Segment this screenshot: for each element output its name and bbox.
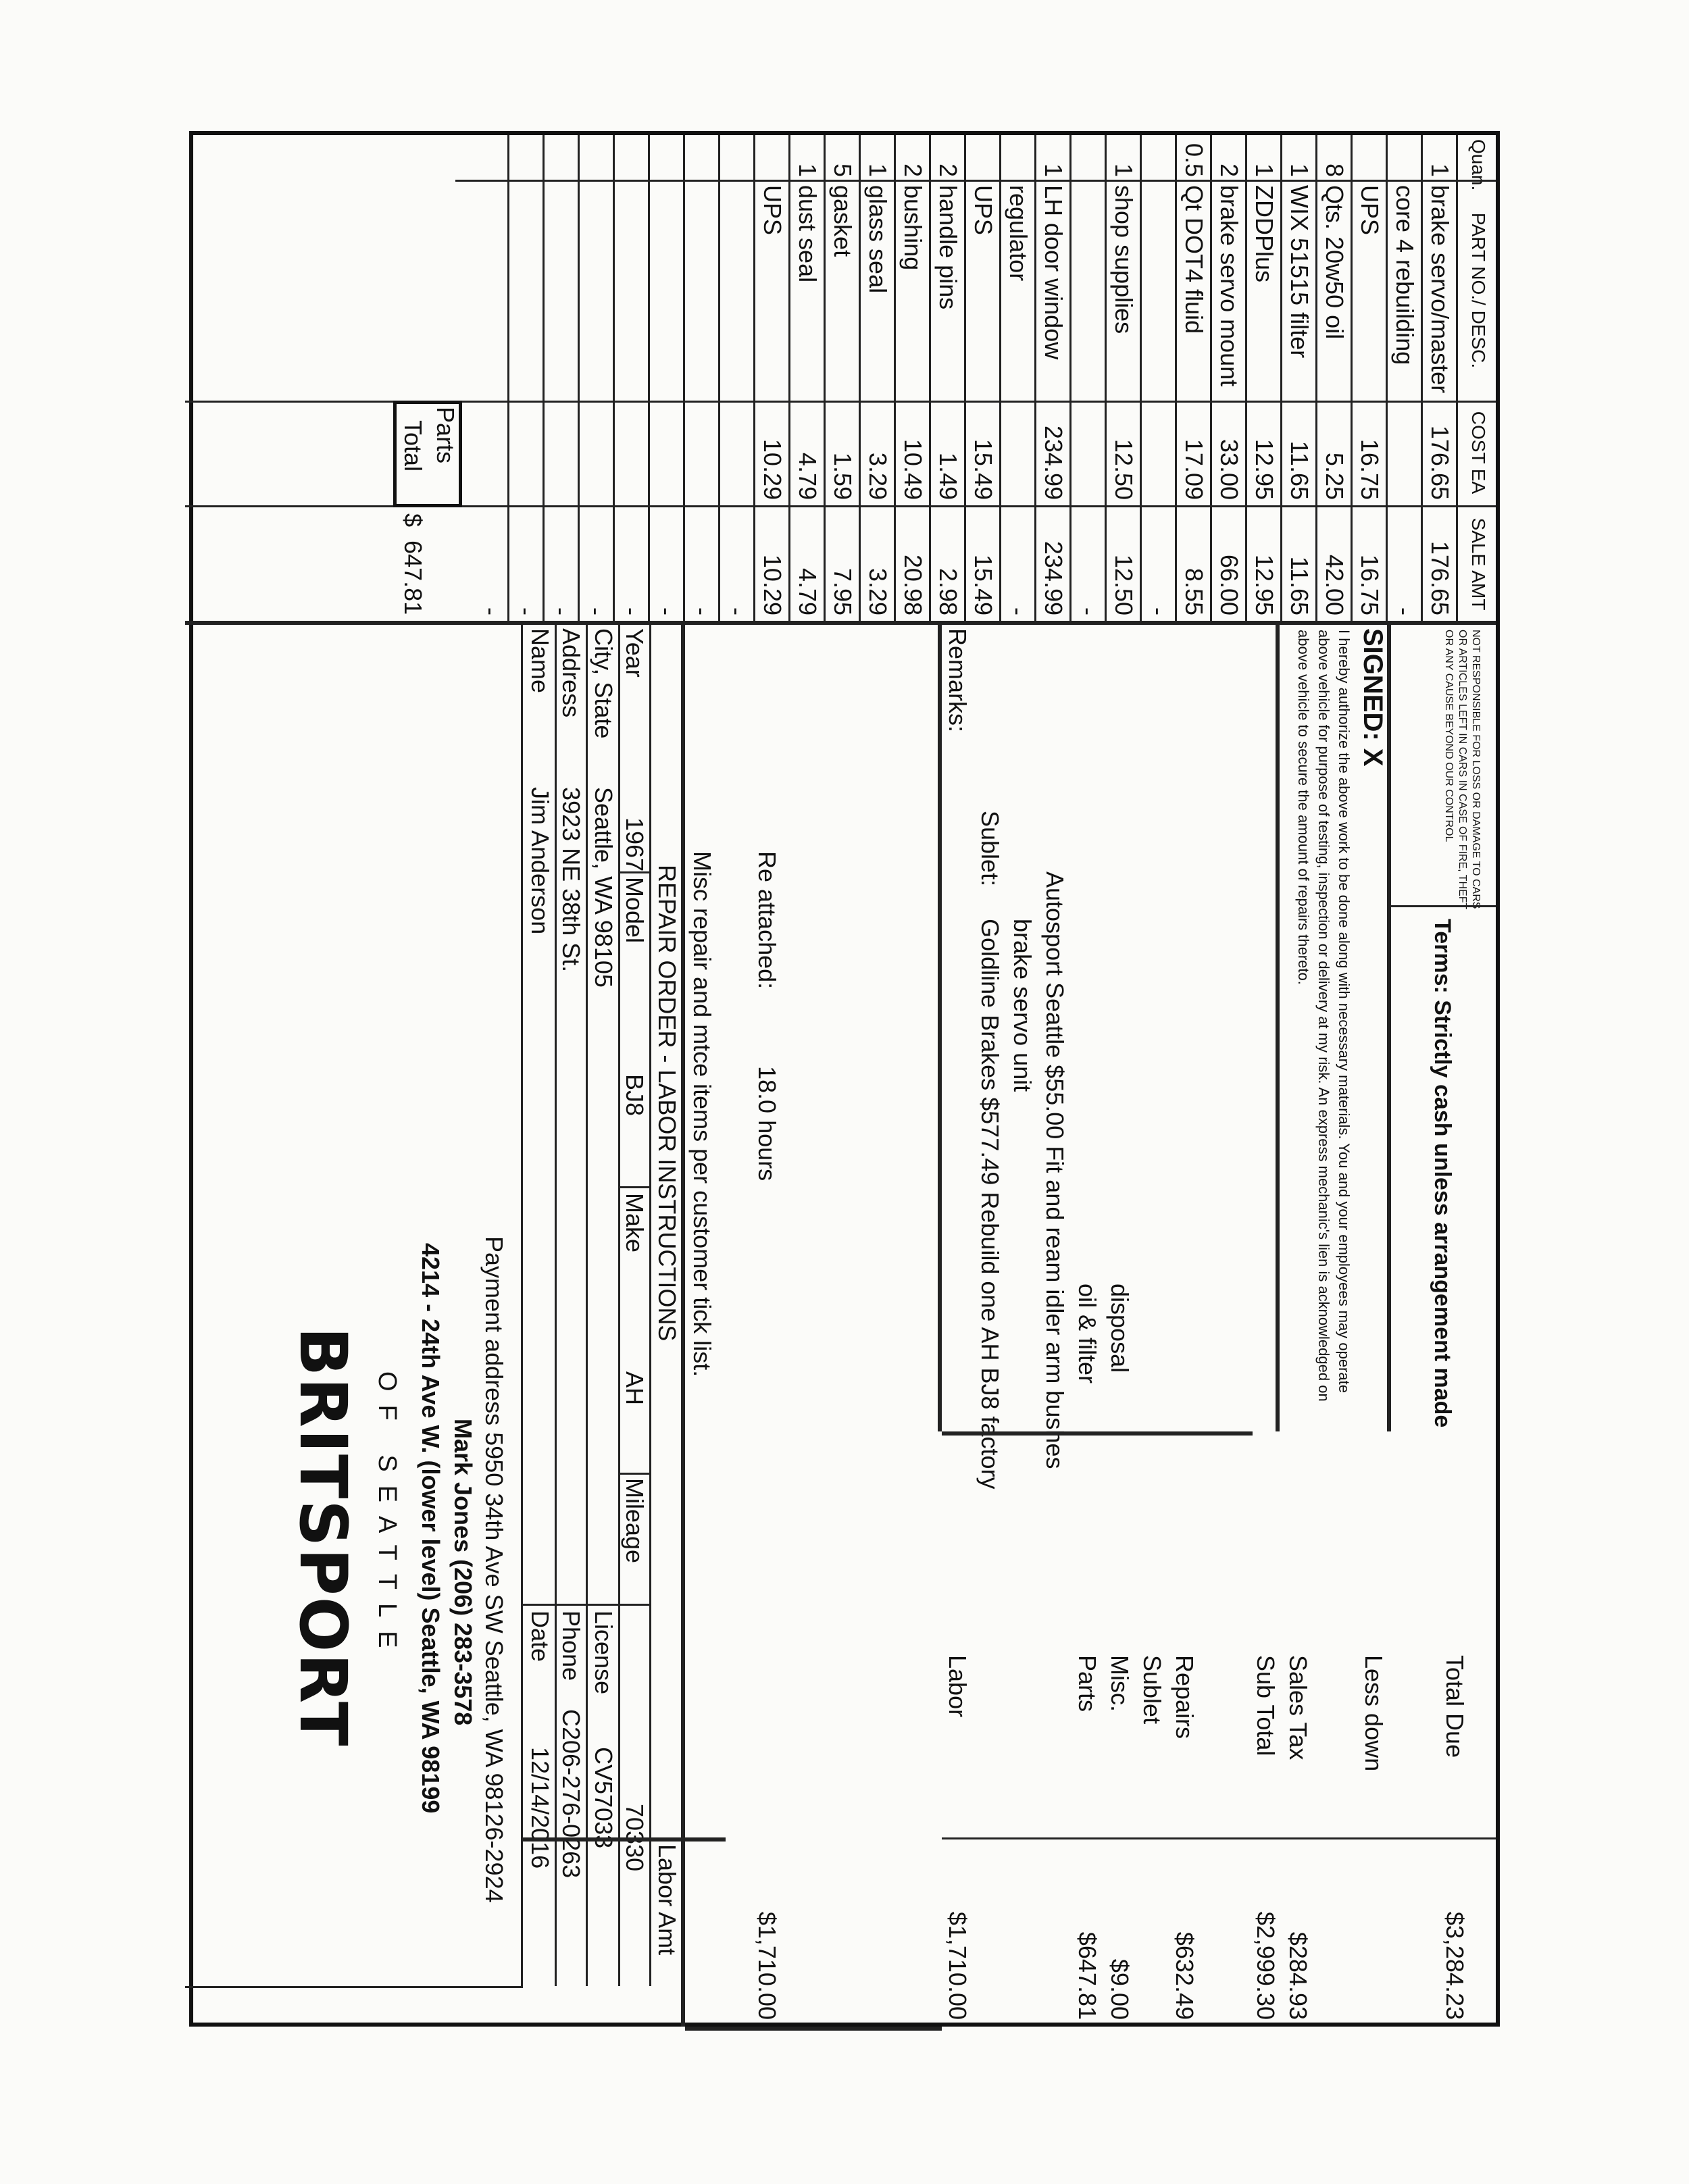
- row-qty: 1: [1110, 163, 1138, 177]
- shop-contact: Mark Jones (206) 283-3578: [449, 1419, 477, 1726]
- remarks-line-4: oil & filter: [1074, 1284, 1101, 1384]
- row-desc: brake servo mount: [1215, 185, 1243, 387]
- parts-row-divider: [824, 135, 826, 621]
- sublet-label: Sublet:: [976, 811, 1004, 887]
- phone-label: Phone: [557, 1610, 585, 1681]
- summary-value: $647.81: [1074, 1931, 1101, 2020]
- row-cost: 12.95: [1251, 438, 1278, 500]
- row-desc: UPS: [759, 185, 786, 236]
- customer-address: 3923 NE 38th St.: [557, 787, 585, 973]
- model-value: BJ8: [621, 1074, 649, 1117]
- parts-row-divider: [753, 135, 755, 621]
- year-value: 1967: [621, 817, 649, 872]
- parts-row-divider: [1456, 135, 1458, 621]
- row-desc: LH door window: [1040, 185, 1067, 360]
- parts-total-currency: $: [399, 513, 427, 528]
- row-desc: shop supplies: [1110, 185, 1138, 334]
- parts-row-divider: [894, 135, 896, 621]
- row-desc: Qt DOT4 fluid: [1180, 185, 1208, 334]
- row-cost: 234.99: [1040, 425, 1067, 500]
- parts-total-box: [393, 401, 462, 507]
- summary-label: Repairs: [1171, 1655, 1199, 1739]
- row-sale: 234.99: [1040, 540, 1067, 615]
- parts-row-divider: [718, 135, 720, 621]
- col-part-header: PART NO./ DESC.: [1468, 212, 1489, 369]
- row-cost: 33.00: [1215, 438, 1243, 500]
- make-value: AH: [621, 1371, 649, 1406]
- row-sale: -: [724, 607, 751, 615]
- labor-heading: REPAIR ORDER - LABOR INSTRUCTIONS: [653, 865, 681, 1342]
- parts-row-divider: [1280, 135, 1282, 621]
- remarks-line-1: Goldline Brakes $577.49 Rebuild one AH BJ8 factory: [976, 919, 1004, 1490]
- row-sale: -: [548, 607, 576, 615]
- labor-line-2-amount: $1,710.00: [753, 1911, 781, 2020]
- summary-label: Sublet: [1138, 1655, 1166, 1725]
- row-desc: bushing: [899, 185, 927, 271]
- customer-phone: C206-276-0263: [557, 1709, 585, 1879]
- row-cost: 4.79: [794, 452, 822, 500]
- parts-row-divider: [1210, 135, 1212, 621]
- row-sale: -: [1145, 607, 1173, 615]
- labor-hours: 18.0 hours: [753, 1066, 781, 1182]
- row-sale: 66.00: [1215, 554, 1243, 615]
- shop-name: BRITSPORT: [285, 1327, 361, 1748]
- name-label: Name: [526, 628, 554, 694]
- row-sale: 7.95: [829, 567, 857, 615]
- row-cost: 17.09: [1180, 438, 1208, 500]
- row-sale: 12.50: [1110, 554, 1138, 615]
- row-cost: 10.49: [899, 438, 927, 500]
- parts-row-divider: [683, 135, 685, 621]
- row-cost: 12.50: [1110, 438, 1138, 500]
- row-sale: 12.95: [1251, 554, 1278, 615]
- row-sale: 20.98: [899, 554, 927, 615]
- row-sale: -: [653, 607, 681, 615]
- parts-row-divider: [1245, 135, 1247, 621]
- parts-row-divider: [1175, 135, 1177, 621]
- row-desc: WIX 51515 filter: [1286, 185, 1313, 359]
- row-desc: dust seal: [794, 185, 822, 283]
- remarks-line-5: disposal: [1106, 1284, 1134, 1373]
- parts-row-divider: [507, 135, 509, 621]
- summary-value: $3,284.23: [1441, 1911, 1469, 2020]
- row-desc: glass seal: [864, 185, 892, 294]
- customer-city: Seattle, WA 98105: [590, 787, 617, 988]
- row-sale: -: [1005, 607, 1032, 615]
- row-desc: Qts. 20w50 oil: [1321, 185, 1348, 340]
- shop-address: 4214 - 24th Ave W. (lower level) Seattle, WA 98199: [417, 1243, 445, 1814]
- row-sale: -: [688, 607, 716, 615]
- row-desc: handle pins: [934, 185, 962, 310]
- row-cost: 176.65: [1426, 425, 1454, 500]
- row-qty: 5: [829, 163, 857, 177]
- summary-label: Total Due: [1441, 1655, 1469, 1758]
- row-qty: 2: [1215, 163, 1243, 177]
- row-qty: 1: [1040, 163, 1067, 177]
- row-qty: 2: [899, 163, 927, 177]
- remarks-line-3: Autosport Seattle $55.00 Fit and ream idler arm bushes: [1041, 871, 1069, 1469]
- address-label: Address: [557, 628, 585, 718]
- summary-label: Misc.: [1106, 1655, 1134, 1712]
- parts-row-divider: [1421, 135, 1423, 621]
- row-qty: 0.5: [1180, 143, 1208, 177]
- summary-divider: [942, 1837, 1496, 1839]
- repair-order-form: [189, 131, 1500, 2027]
- remarks-line-2: brake servo unit: [1009, 919, 1036, 1092]
- row-sale: 4.79: [794, 567, 822, 615]
- summary-value: $284.93: [1284, 1931, 1312, 2020]
- row-cost: 10.29: [759, 438, 786, 500]
- city-label: City, State: [590, 628, 617, 739]
- row-sale: 42.00: [1321, 554, 1348, 615]
- summary-label: Sales Tax: [1284, 1655, 1312, 1760]
- model-label: Model: [621, 877, 649, 944]
- signature-line[interactable]: SIGNED: X: [1358, 628, 1388, 767]
- row-qty: 1: [1286, 163, 1313, 177]
- parts-row-divider: [578, 135, 580, 621]
- row-sale: -: [478, 607, 505, 615]
- shop-payment-address: Payment address 5950 34th Ave SW Seattle, WA 98126-2924: [480, 1236, 508, 1903]
- labor-line-1: Misc repair and mtce items per customer tick list.: [688, 851, 716, 1377]
- row-sale: -: [513, 607, 540, 615]
- parts-row-divider: [613, 135, 615, 621]
- parts-row-divider: [964, 135, 966, 621]
- terms-text: Terms: Strictly cash unless arrangement made: [1430, 919, 1455, 1428]
- row-sale: 3.29: [864, 567, 892, 615]
- license-value: CV57033: [590, 1747, 617, 1849]
- parts-row-divider: [1034, 135, 1036, 621]
- parts-total-amount: 647.81: [399, 540, 427, 615]
- row-sale: -: [583, 607, 611, 615]
- row-desc: UPS: [1356, 185, 1384, 236]
- row-qty: 8: [1321, 163, 1348, 177]
- mileage-value: 70330: [621, 1804, 649, 1872]
- row-qty: 2: [934, 163, 962, 177]
- summary-label: Parts: [1074, 1655, 1101, 1712]
- row-qty: 1: [1426, 163, 1454, 177]
- parts-row-divider: [1140, 135, 1142, 621]
- row-cost: 16.75: [1356, 438, 1384, 500]
- row-qty: 1: [864, 163, 892, 177]
- parts-row-divider: [859, 135, 861, 621]
- parts-row-divider: [788, 135, 790, 621]
- parts-row-divider: [929, 135, 931, 621]
- parts-row-divider: [1069, 135, 1072, 621]
- summary-label: Less down: [1360, 1655, 1388, 1772]
- row-desc: ZDDPlus: [1251, 185, 1278, 283]
- row-sale: 176.65: [1426, 540, 1454, 615]
- labor-amt-heading: Labor Amt: [653, 1844, 681, 1956]
- summary-value: $1,710.00: [944, 1911, 972, 2020]
- parts-row-divider: [1105, 135, 1107, 621]
- row-desc: UPS: [969, 185, 997, 236]
- row-desc: regulator: [1005, 185, 1032, 282]
- customer-name: Jim Anderson: [526, 787, 554, 935]
- col-quan-header: Quan.: [1468, 139, 1489, 191]
- row-qty: 1: [794, 163, 822, 177]
- row-cost: 11.65: [1286, 440, 1313, 500]
- labor-line-2-label: Re attached:: [753, 851, 781, 990]
- row-sale: 10.29: [759, 554, 786, 615]
- parts-row-divider: [999, 135, 1001, 621]
- row-cost: 1.49: [934, 452, 962, 500]
- parts-total-label-2: Total: [399, 420, 427, 472]
- parts-row-divider: [1351, 135, 1353, 621]
- parts-row-divider: [543, 135, 545, 621]
- year-label: Year: [621, 628, 649, 678]
- col-sale-header: SALE AMT: [1468, 517, 1489, 611]
- parts-total-label-1: Parts: [432, 407, 459, 464]
- summary-value: $632.49: [1171, 1931, 1199, 2020]
- row-cost: 15.49: [969, 438, 997, 500]
- row-cost: 5.25: [1321, 452, 1348, 500]
- parts-row-divider: [648, 135, 650, 621]
- summary-label: Labor: [944, 1655, 972, 1718]
- row-desc: core 4 rebuilding: [1391, 185, 1419, 365]
- row-desc: brake servo/master: [1426, 185, 1454, 394]
- remarks-label: Remarks:: [944, 628, 972, 733]
- row-sale: 2.98: [934, 567, 962, 615]
- row-sale: -: [618, 607, 646, 615]
- shop-subtitle: OF SEATTLE: [373, 1371, 401, 1662]
- license-label: License: [590, 1610, 617, 1695]
- row-sale: -: [1075, 607, 1103, 615]
- summary-label: Sub Total: [1252, 1655, 1280, 1756]
- row-cost: 3.29: [864, 452, 892, 500]
- authorization-text: I hereby authorize the above work to be done along with necessary materials. You and your employees may operate above vehicle for purpose of testing, inspection or delivery at my risk. An express mechanic's lien is acknowledged on above vehicle to secure the amount of repairs thereto.: [1295, 630, 1353, 1402]
- summary-value: $2,999.30: [1252, 1911, 1280, 2020]
- row-sale: 11.65: [1286, 556, 1313, 615]
- col-cost-header: COST EA: [1468, 411, 1489, 494]
- parts-row-divider: [1386, 135, 1388, 621]
- order-date: 12/14/2016: [526, 1747, 554, 1869]
- row-sale: 15.49: [969, 554, 997, 615]
- row-sale: 8.55: [1180, 567, 1208, 615]
- make-label: Make: [621, 1193, 649, 1253]
- row-desc: gasket: [829, 185, 857, 257]
- summary-value: $9.00: [1106, 1958, 1134, 2020]
- mileage-label: Mileage: [621, 1478, 649, 1564]
- disclaimer-text: NOT RESPONSIBLE FOR LOSS OR DAMAGE TO CARS OR ARTICLES LEFT IN CARS IN CASE OF FIRE, THEFT OR ANY CAUSE BEYOND OUR CONTROL: [1443, 630, 1482, 910]
- row-sale: -: [1391, 607, 1419, 615]
- parts-row-divider: [1315, 135, 1317, 621]
- date-label: Date: [526, 1610, 554, 1662]
- row-qty: 1: [1251, 163, 1278, 177]
- row-cost: 1.59: [829, 452, 857, 500]
- row-sale: 16.75: [1356, 554, 1384, 615]
